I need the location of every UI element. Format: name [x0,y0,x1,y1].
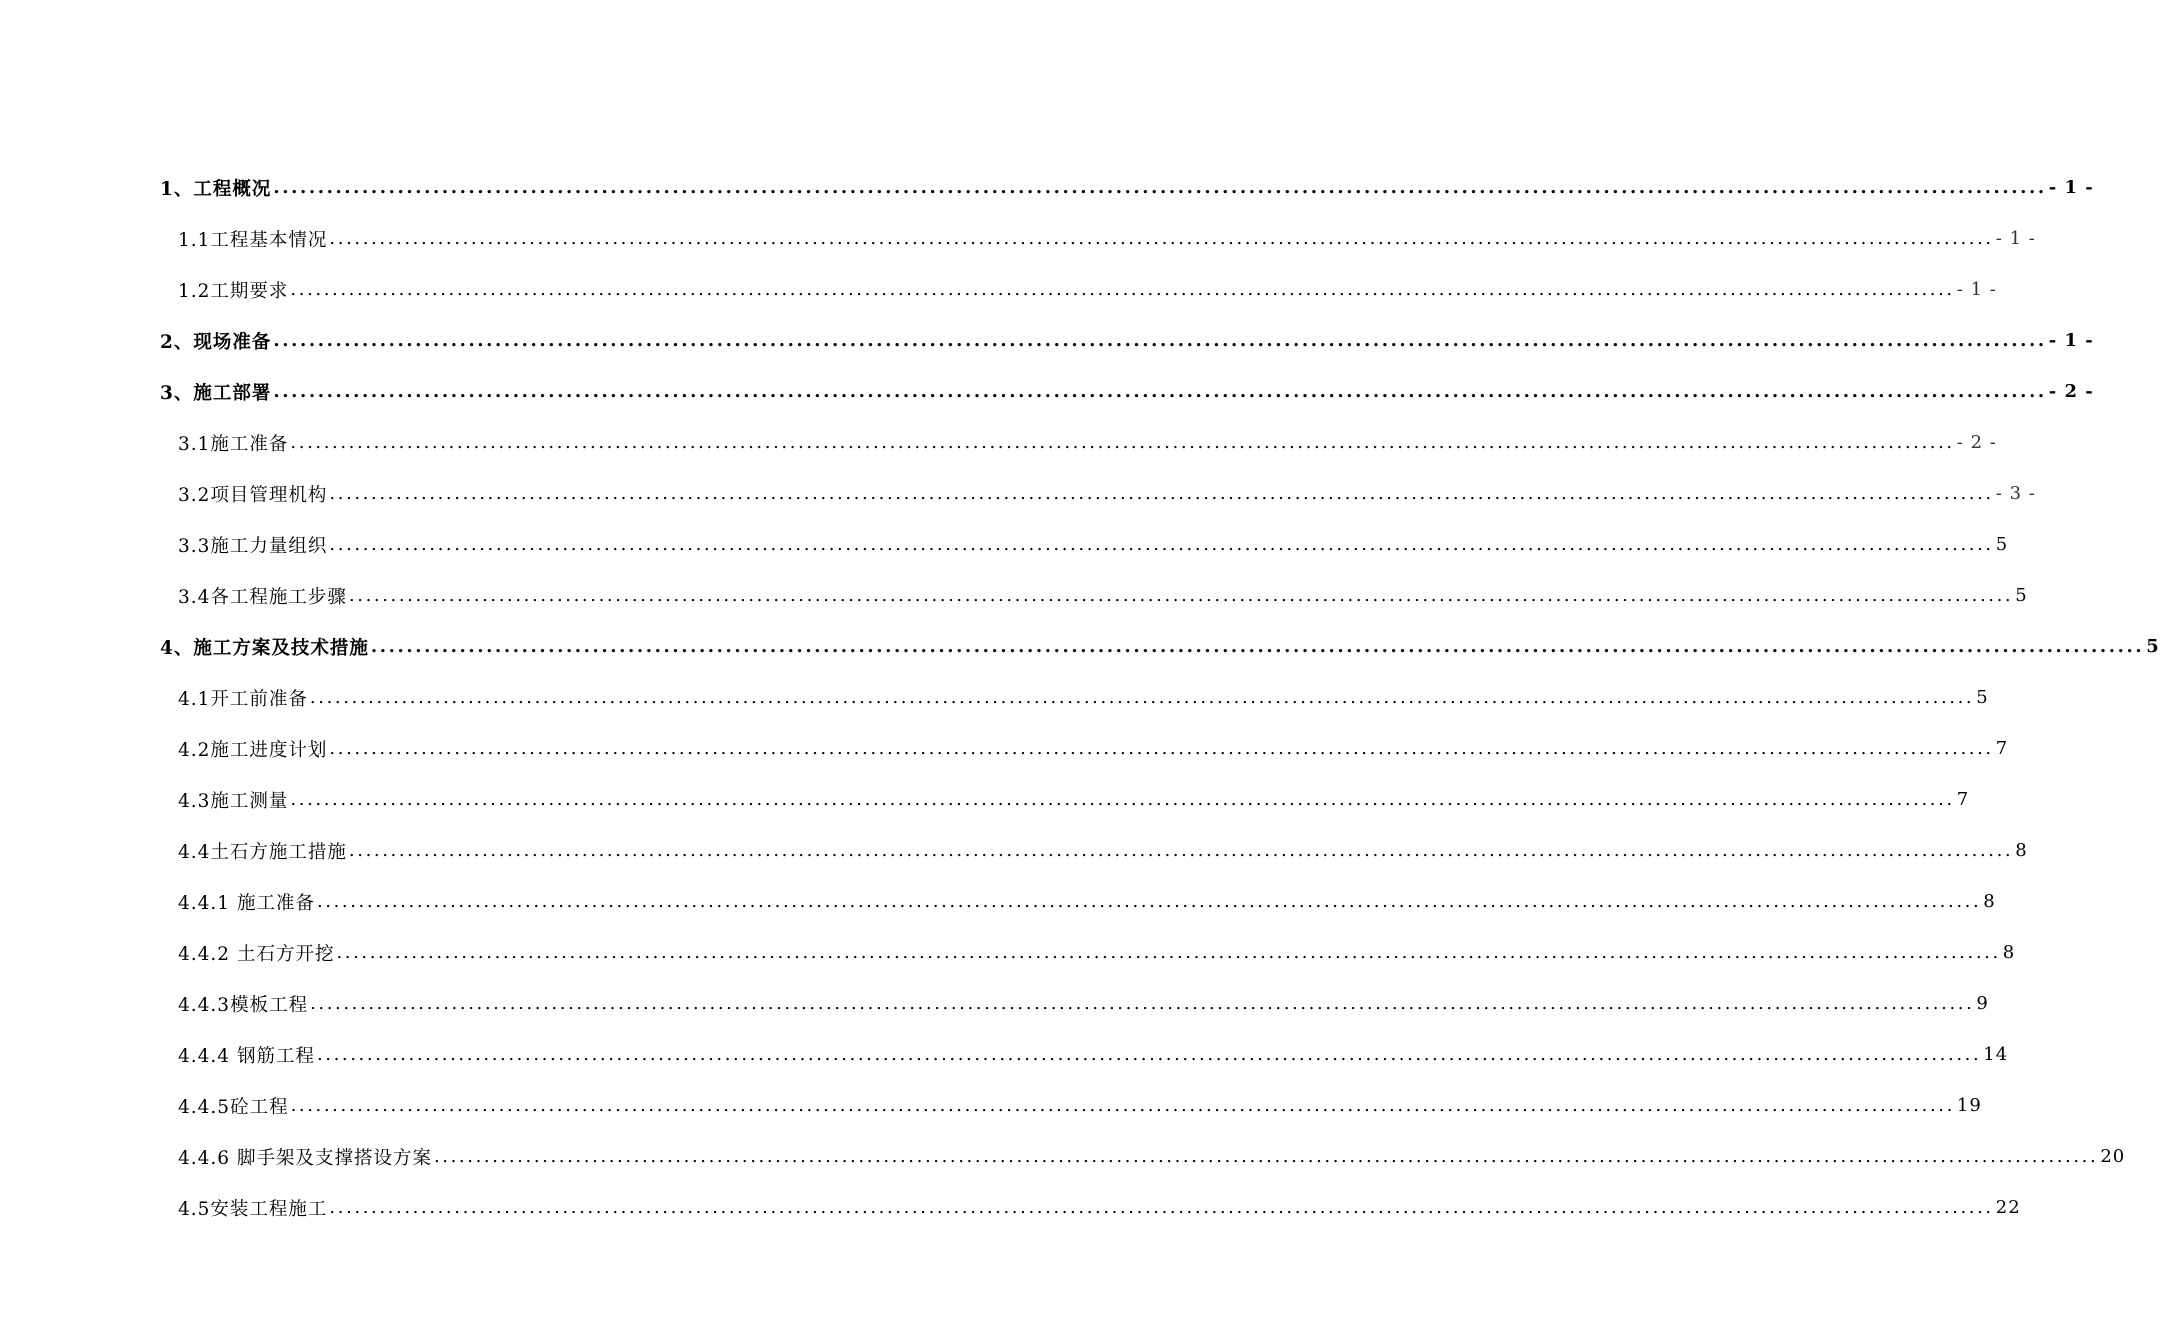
toc-entry[interactable] [160,1080,1982,1131]
toc-leader-dots: ........................................................................................................................................................................................................ [290,431,1955,453]
toc-entry-page: - 2 - [2048,381,2094,402]
toc-leader-dots: ........................................................................................................................................................................................................ [273,380,2047,402]
toc-entry-page: 9 [1976,993,1989,1014]
toc-leader-dots: ........................................................................................................................................................................................................ [290,788,1955,810]
toc-entry-page: - 2 - [1956,432,1997,453]
toc-entry-title: 3、施工部署 [160,382,272,404]
toc-entry[interactable] [160,825,2028,876]
toc-leader-dots: ........................................................................................................................................................................................................ [336,941,2001,963]
toc-leader-dots: ........................................................................................................................................................................................................ [290,1094,1955,1116]
toc-leader-dots: ........................................................................................................................................................................................................ [329,533,1994,555]
toc-leader-dots: ........................................................................................................................................................................................................ [309,686,1975,708]
toc-entry-page: 5 [1995,534,2009,555]
toc-leader-dots: ........................................................................................................................................................................................................ [348,584,2014,606]
toc-entry[interactable] [160,315,2094,366]
toc-entry-page: 22 [1995,1197,2021,1218]
toc-entry[interactable] [160,774,1970,825]
toc-entry-title: 1、工程概况 [160,178,272,200]
toc-entry-title: 4.4.5砼工程 [178,1096,289,1118]
toc-entry[interactable] [160,468,2036,519]
toc-entry-page: - 1 - [1995,228,2036,249]
toc-entry-title: 3.4各工程施工步骤 [178,586,347,608]
toc-entry-title: 4.4.1 施工准备 [178,892,315,914]
toc-entry-title: 4.4.2 土石方开挖 [178,943,335,965]
toc-entry-title: 1.2工期要求 [178,280,289,302]
toc-entry-page: - 1 - [2048,330,2094,351]
toc-entry[interactable] [160,417,1997,468]
toc-entry-title: 4.4.6 脚手架及支撑搭设方案 [178,1147,432,1169]
toc-leader-dots: ........................................................................................................................................................................................................ [273,176,2047,198]
toc-entry-page: - 1 - [2048,177,2094,198]
toc-entry-title: 4.2施工进度计划 [178,739,328,761]
toc-leader-dots: ........................................................................................................................................................................................................ [329,482,1994,504]
toc-entry-page: 7 [1956,789,1970,810]
toc-entry-title: 4.3施工测量 [178,790,289,812]
toc-entry[interactable] [160,1029,2009,1080]
toc-leader-dots: ........................................................................................................................................................................................................ [329,227,1994,249]
toc-entry[interactable] [160,162,2094,213]
toc-entry-title: 3.2项目管理机构 [178,484,328,506]
toc-entry[interactable] [160,927,2016,978]
toc-entry-page: 8 [1983,891,1996,912]
toc-entry-page: 8 [2002,942,2016,963]
toc-entry-title: 4.4.4 钢筋工程 [178,1045,315,1067]
toc-entry-page: - 3 - [1995,483,2036,504]
toc-entry-page: - 1 - [1956,279,1997,300]
toc-entry[interactable] [160,213,2036,264]
toc-entry-page: 19 [1956,1095,1982,1116]
toc-entry-page: 5 [2146,636,2160,657]
toc-entry-page: 14 [1983,1044,2009,1065]
table-of-contents [160,162,2160,1233]
toc-entry-title: 4、施工方案及技术措施 [160,637,369,659]
toc-entry-title: 4.4土石方施工措施 [178,841,347,863]
toc-entry[interactable] [160,1131,2126,1182]
toc-leader-dots: ........................................................................................................................................................................................................ [316,890,1982,912]
toc-entry[interactable] [160,264,1997,315]
toc-leader-dots: ........................................................................................................................................................................................................ [329,737,1994,759]
toc-entry[interactable] [160,672,1989,723]
toc-entry[interactable] [160,570,2028,621]
toc-entry[interactable] [160,1182,2021,1233]
toc-entry-title: 4.4.3模板工程 [178,994,309,1016]
toc-entry-title: 4.5安装工程施工 [178,1198,328,1220]
toc-entry[interactable] [160,876,1996,927]
toc-entry-page: 20 [2100,1146,2126,1167]
toc-entry[interactable] [160,978,1989,1029]
toc-leader-dots: ........................................................................................................................................................................................................ [370,635,2145,657]
toc-entry-title: 4.1开工前准备 [178,688,308,710]
toc-entry-page: 5 [2015,585,2028,606]
toc-leader-dots: ........................................................................................................................................................................................................ [348,839,2014,861]
toc-entry-title: 1.1工程基本情况 [178,229,328,251]
toc-entry[interactable] [160,621,2160,672]
toc-entry[interactable] [160,723,2009,774]
toc-entry-title: 3.1施工准备 [178,433,289,455]
toc-leader-dots: ........................................................................................................................................................................................................ [310,992,1975,1014]
toc-entry[interactable] [160,519,2009,570]
toc-entry[interactable] [160,366,2094,417]
toc-leader-dots: ........................................................................................................................................................................................................ [433,1145,2099,1167]
toc-leader-dots: ........................................................................................................................................................................................................ [290,278,1955,300]
toc-leader-dots: ........................................................................................................................................................................................................ [273,329,2047,351]
toc-entry-title: 2、现场准备 [160,331,272,353]
toc-entry-title: 3.3施工力量组织 [178,535,328,557]
toc-leader-dots: ........................................................................................................................................................................................................ [316,1043,1982,1065]
toc-entry-page: 7 [1995,738,2009,759]
toc-entry-page: 5 [1976,687,1989,708]
toc-leader-dots: ........................................................................................................................................................................................................ [329,1196,1994,1218]
toc-entry-page: 8 [2015,840,2028,861]
